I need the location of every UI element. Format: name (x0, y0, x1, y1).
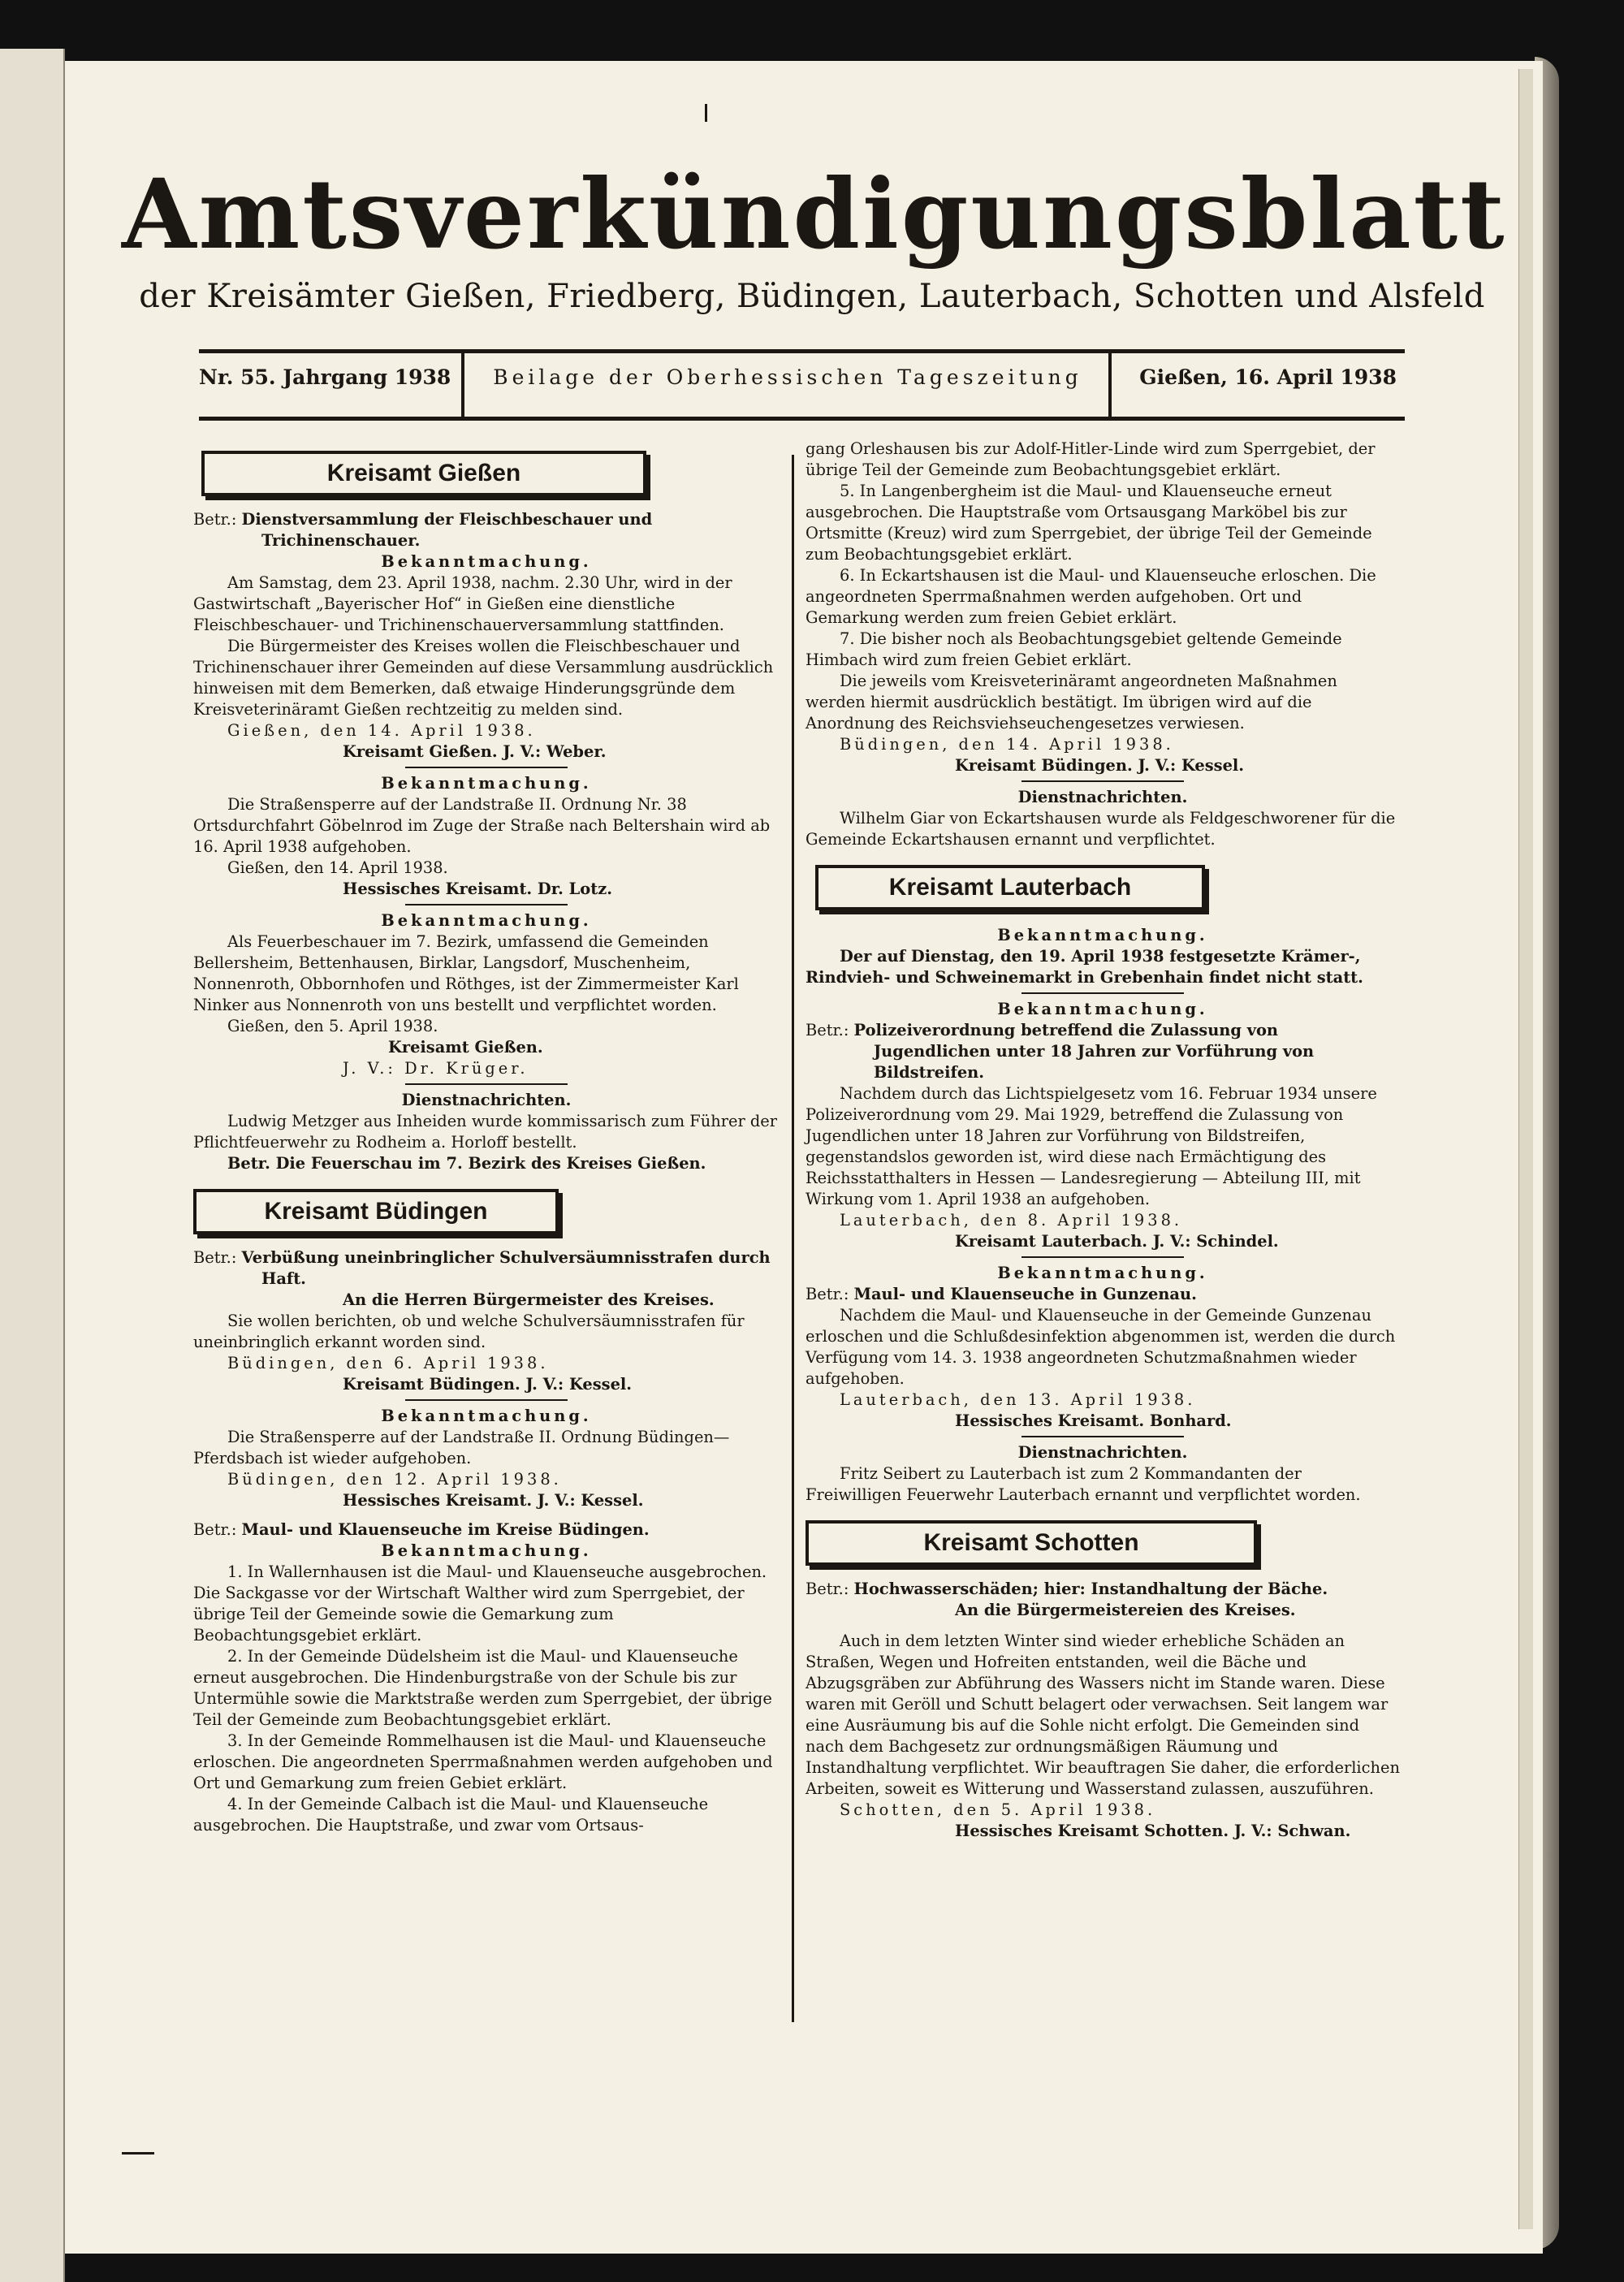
separator (405, 1399, 568, 1401)
notice-paragraph: 6. In Eckartshausen ist die Maul- und Klauenseuche erloschen. Die angeordneten Sperrmaßnahmen werden aufgehoben. Ort und Gemarkung werden zum freien Gebiet erklärt. (806, 566, 1376, 627)
column-divider (792, 455, 794, 2022)
betr-text: Maul- und Klauenseuche in Gunzenau. (853, 1285, 1197, 1303)
notice-paragraph: 5. In Langenbergheim ist die Maul- und Klauenseuche erneut ausgebrochen. Die Hauptstraße vom Ortsausgang Marköbel bis zur Ortsmitte (Kreuz) wird zum Sperrgebiet, der übrige Teil der Gemeinde zum Beobachtungsgebiet erklärt. (806, 482, 1372, 564)
notice-signature: Hessisches Kreisamt Schotten. J. V.: Schwan. (955, 1822, 1351, 1840)
header-divider-left (461, 349, 464, 421)
notice-paragraph: 2. In der Gemeinde Düdelsheim ist die Maul- und Klauenseuche erneut ausgebrochen. Die Hindenburgstraße von der Schule bis zur Untermühle sowie die Marktstraße werden zum Sperrgebiet, der übrige Teil der Gemeinde zum Beobachtungsgebiet erklärt. (193, 1647, 772, 1729)
notice-paragraph: 4. In der Gemeinde Calbach ist die Maul- und Klauenseuche ausgebrochen. Die Hauptstraße, und zwar vom Ortsaus- (193, 1795, 709, 1835)
kreisamt-lauterbach-heading: Kreisamt Lauterbach (815, 865, 1205, 910)
notice-place-date: Lauterbach, den 8. April 1938. (840, 1211, 1183, 1230)
notice-paragraph: Die jeweils vom Kreisveterinäramt angeordneten Maßnahmen werden hiermit ausdrücklich bestätigt. Im übrigen wird auf die Anordnung des Reichsviehseuchengesetzes verwiesen. (806, 672, 1337, 733)
betr-label: Betr.: (193, 510, 237, 529)
header-rule-top (199, 349, 1405, 353)
notice-paragraph: gang Orleshausen bis zur Adolf-Hitler-Linde wird zum Sperrgebiet, der übrige Teil der Gemeinde zum Beobachtungsgebiet erklärt. (806, 439, 1376, 479)
left-page-edge (0, 49, 65, 2282)
betr-text: Maul- und Klauenseuche im Kreise Büdingen. (241, 1520, 650, 1539)
header-rule-bottom (199, 417, 1405, 421)
printer-mark-top (705, 104, 707, 122)
separator (1021, 992, 1184, 994)
notice-place-date: Schotten, den 5. April 1938. (840, 1800, 1156, 1819)
notice-addressee: An die Bürgermeistereien des Kreises. (955, 1601, 1296, 1619)
notice-paragraph: Der auf Dienstag, den 19. April 1938 festgesetzte Krämer-, Rindvieh- und Schweinemarkt in Grebenhain findet nicht statt. (806, 947, 1363, 987)
notice-place-date: Büdingen, den 6. April 1938. (227, 1354, 549, 1372)
notice-paragraph: Die Straßensperre auf der Landstraße II. Ordnung Büdingen—Pferdsbach ist wieder aufgehoben. (193, 1428, 730, 1467)
place-date: Gießen, 16. April 1938 (1139, 365, 1397, 389)
notice-title: Bekanntmachung. (997, 1000, 1208, 1018)
notice-paragraph: Ludwig Metzger aus Inheiden wurde kommissarisch zum Führer der Pflichtfeuerwehr zu Rodheim a. Horloff bestellt. (193, 1112, 778, 1152)
notice-betr (806, 1020, 1400, 1083)
betr-text: Hochwasserschäden; hier: Instandhaltung der Bäche. (853, 1580, 1328, 1598)
notice-paragraph: Auch in dem letzten Winter sind wieder erhebliche Schäden an Straßen, Wegen und Hofreiten entstanden, weil die Bäche und Abzugsgräben zur Abführung des Wassers nicht im Stande waren. Diese waren mit Geröll und Schutt belagert oder verwachsen. Seit langem war eine Ausräumung bis auf die Sohle nicht erfolgt. Die Gemeinden sind nach dem Bachgesetz zur ordnungsmäßigen Räumung und Instandhaltung verpflichtet. Wir beauftragen Sie daher, die erforderlichen Arbeiten, soweit es Witterung und Wasserstand zulassen, auszuführen. (806, 1632, 1400, 1798)
masthead-subtitle: der Kreisämter Gießen, Friedberg, Büdingen, Lauterbach, Schotten und Alsfeld (139, 278, 1485, 315)
betr-label: Betr.: (193, 1520, 237, 1539)
betr-label: Betr.: (806, 1021, 849, 1039)
notice-title: Bekanntmachung. (381, 1407, 592, 1425)
notice-place-date: Gießen, den 14. April 1938. (227, 858, 448, 877)
notice-title: Bekanntmachung. (381, 1541, 592, 1560)
betr-text: Dienstversammlung der Fleischbeschauer und Trichinenschauer. (241, 510, 653, 550)
notice-betr (193, 509, 780, 551)
notice-signature: Kreisamt Lauterbach. J. V.: Schindel. (955, 1232, 1279, 1251)
kreisamt-buedingen-heading: Kreisamt Büdingen (193, 1189, 559, 1234)
notice-place-date: Büdingen, den 14. April 1938. (840, 735, 1174, 754)
notice-place-date: Gießen, den 5. April 1938. (227, 1017, 438, 1035)
notice-paragraph: 1. In Wallernhausen ist die Maul- und Klauenseuche ausgebrochen. Die Sackgasse vor der Wirtschaft Walther wird zum Sperrgebiet, der übrige Teil der Gemeinde sowie die Gemarkung zum Beobachtungsgebiet erklärt. (193, 1562, 767, 1645)
notice-signature: Kreisamt Gießen. (388, 1038, 543, 1057)
notice-title: Dienstnachrichten. (1017, 1443, 1188, 1462)
notice-title: Bekanntmachung. (381, 552, 592, 571)
notice-betr (806, 1284, 1400, 1305)
betr-label: Betr.: (806, 1285, 849, 1303)
notice-signature: Kreisamt Büdingen. J. V.: Kessel. (343, 1375, 633, 1394)
issue-number: Nr. 55. Jahrgang 1938 (199, 365, 451, 389)
notice-paragraph: Sie wollen berichten, ob und welche Schulversäumnisstrafen für uneinbringlich erkannt worden sind. (193, 1312, 745, 1351)
separator (1021, 780, 1184, 782)
betr-label: Betr.: (193, 1248, 237, 1267)
notice-title: Dienstnachrichten. (1017, 788, 1188, 806)
notice-betr (806, 1579, 1400, 1600)
notice-paragraph: Nachdem die Maul- und Klauenseuche in der Gemeinde Gunzenau erloschen und die Schlußdesinfektion abgenommen ist, werden die durch Verfügung vom 14. 3. 1938 angeordneten Schutzmaßnahmen wieder aufgehoben. (806, 1306, 1396, 1388)
notice-title: Dienstnachrichten. (401, 1091, 572, 1109)
notice-betr (193, 1519, 780, 1541)
separator (1021, 1256, 1184, 1258)
kreisamt-schotten-heading: Kreisamt Schotten (806, 1520, 1257, 1566)
notice-title: Bekanntmachung. (997, 1264, 1208, 1282)
betr-label: Betr.: (806, 1580, 849, 1598)
notice-signature: Hessisches Kreisamt. Bonhard. (955, 1411, 1232, 1430)
separator (405, 904, 568, 905)
notice-title: Bekanntmachung. (381, 774, 592, 793)
supplement-note: Beilage der Oberhessischen Tageszeitung (493, 365, 1082, 389)
notice-paragraph: Nachdem durch das Lichtspielgesetz vom 16. Februar 1934 unsere Polizeiverordnung vom 29. Mai 1929, betreffend die Zulassung von Jugendlichen unter 18 Jahren zur Vorführung von Bildstreifen, gegenstandslos geworden ist, wird diese nach Ermächtigung des Reichsstatthalters in Hessen — Landesregierung — Abteilung III, mit Wirkung vom 1. April 1938 an aufgehoben. (806, 1084, 1377, 1208)
notice-signature: Kreisamt Gießen. J. V.: Weber. (343, 742, 607, 761)
notice-signature: Hessisches Kreisamt. Dr. Lotz. (343, 880, 612, 898)
notice-title: Bekanntmachung. (997, 926, 1208, 944)
notice-paragraph: Wilhelm Giar von Eckartshausen wurde als Feldgeschworener für die Gemeinde Eckartshausen ernannt und verpflichtet. (806, 809, 1396, 849)
notice-paragraph: Betr. Die Feuerschau im 7. Bezirk des Kreises Gießen. (227, 1154, 706, 1173)
kreisamt-giessen-heading: Kreisamt Gießen (201, 451, 646, 496)
notice-paragraph: Die Bürgermeister des Kreises wollen die Fleischbeschauer und Trichinenschauer ihrer Gemeinden auf diese Versammlung ausdrücklich hinweisen mit dem Bemerken, daß etwaige Hinderungsgründe dem Kreisveterinäramt Gießen rechtzeitig zu melden sind. (193, 637, 774, 719)
notice-paragraph: Am Samstag, dem 23. April 1938, nachm. 2.30 Uhr, wird in der Gastwirtschaft „Bayerischer Hof“ in Gießen eine dienstliche Fleischbeschauer- und Trichinenschauerversammlung stattfinden. (193, 573, 732, 634)
right-column (806, 439, 1400, 1842)
notice-signature: Kreisamt Büdingen. J. V.: Kessel. (955, 756, 1245, 775)
notice-place-date: Büdingen, den 12. April 1938. (227, 1470, 562, 1489)
notice-paragraph: 3. In der Gemeinde Rommelhausen ist die Maul- und Klauenseuche erloschen. Die angeordneten Sperrmaßnahmen werden aufgehoben und Ort und Gemarkung zum freien Gebiet erklärt. (193, 1731, 773, 1792)
left-column (193, 449, 780, 1836)
notice-paragraph: Die Straßensperre auf der Landstraße II. Ordnung Nr. 38 Ortsdurchfahrt Göbelnrod im Zuge der Straße nach Beltershain wird ab 16. April 1938 aufgehoben. (193, 795, 771, 856)
notice-betr (193, 1247, 780, 1290)
notice-paragraph: Fritz Seibert zu Lauterbach ist zum 2 Kommandanten der Freiwilligen Feuerwehr Lauterbach ernannt und verpflichtet worden. (806, 1464, 1361, 1504)
notice-addressee: An die Herren Bürgermeister des Kreises. (343, 1290, 715, 1309)
header-divider-right (1108, 349, 1112, 421)
separator (405, 1083, 568, 1085)
notice-place-date: Gießen, den 14. April 1938. (227, 721, 536, 740)
notice-place-date: Lauterbach, den 13. April 1938. (840, 1390, 1196, 1409)
separator (1021, 1436, 1184, 1437)
betr-text: Verbüßung uneinbringlicher Schulversäumnisstrafen durch Haft. (241, 1248, 771, 1288)
separator (405, 767, 568, 768)
printer-mark-bottom (122, 2152, 154, 2155)
notice-paragraph: Als Feuerbeschauer im 7. Bezirk, umfassend die Gemeinden Bellersheim, Bettenhausen, Birklar, Langsdorf, Muschenheim, Nonnenroth, Obbornhofen und Röthges, ist der Zimmermeister Karl Ninker aus Nonnenroth von uns bestellt und verpflichtet worden. (193, 932, 739, 1014)
notice-signature: J. V.: Dr. Krüger. (343, 1059, 529, 1078)
notice-title: Bekanntmachung. (381, 911, 592, 930)
notice-paragraph: 7. Die bisher noch als Beobachtungsgebiet geltende Gemeinde Himbach wird zum freien Gebiet erklärt. (806, 629, 1342, 669)
masthead-title: Amtsverkündigungsblatt (122, 158, 1507, 270)
notice-signature: Hessisches Kreisamt. J. V.: Kessel. (343, 1491, 644, 1510)
page-stack-edge (1518, 69, 1533, 2229)
betr-text: Polizeiverordnung betreffend die Zulassung von Jugendlichen unter 18 Jahren zur Vorführung von Bildstreifen. (853, 1021, 1315, 1082)
